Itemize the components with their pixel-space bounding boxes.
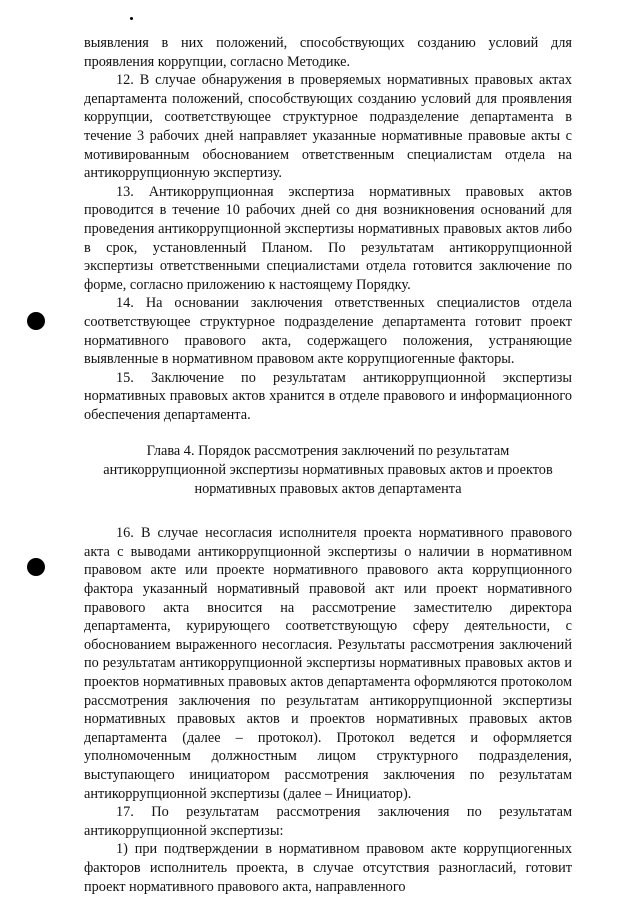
chapter-heading-line-3: нормативных правовых актов департамента [194,480,462,497]
paragraph-13: 13. Антикоррупционная экспертиза нормативных правовых актов проводится в течение 10 рабочих дней со дня возникновения оснований для проведения антикоррупционной экспертизы нормативных правовых актов либо в срок, установленный Планом. По результатам антикоррупционной экспертизы ответственными специалистами отдела готовится заключение по форме, согласно приложению к настоящему Порядку. [84,183,572,293]
paragraph-11-continuation: выявления в них положений, способствующих созданию условий для проявления коррупции, согласно Методике. [84,35,572,70]
chapter-4-heading [84,442,572,498]
paragraph-16: 16. В случае несогласия исполнителя проекта нормативного правового акта с выводами антикоррупционной экспертизы о наличии в нормативном правовом акте или проекте нормативного правового акта коррупционного фактора указанный нормативный правовой акт или проект нормативного правового акта вносится на рассмотрение заместителю директора департамента, курирующего соответствующую сферу деятельности, с обоснованием выраженного несогласия. Результаты рассмотрения заключений по результатам антикоррупционной экспертизы нормативных правовых актов и проектов нормативных правовых актов департамента оформляются протоколом рассмотрения заключения по результатам антикоррупционной экспертизы нормативных правовых актов и проектов нормативных правовых актов департамента (далее – протокол). Протокол ведется и оформляется уполномоченным должностным лицом структурного подразделения, выступающего инициатором рассмотрения заключения по результатам антикоррупционной экспертизы (далее – Инициатор). [84,525,572,802]
chapter-heading-line-2: антикоррупционной экспертизы нормативных правовых актов и проектов [103,462,553,479]
paragraph-15: 15. Заключение по результатам антикоррупционной экспертизы нормативных правовых актов хранится в отделе правового и информационного обеспечения департамента. [84,369,572,423]
punch-hole-top [27,312,45,330]
paragraph-17-item-1: 1) при подтверждении в нормативном правовом акте коррупциогенных факторов исполнитель проекта, в случае отсутствия разногласий, готовит проект нормативного правового акта, направленного [84,841,572,895]
document-body [84,34,572,896]
punch-hole-bottom [27,558,45,576]
paragraph-17: 17. По результатам рассмотрения заключения по результатам антикоррупционной экспертизы: [84,804,572,839]
paragraph-12: 12. В случае обнаружения в проверяемых нормативных правовых актах департамента положений, способствующих созданию условий для проявления коррупции, соответствующее структурное подразделение департамента в течение 3 рабочих дней направляет указанные нормативные правовые акты с мотивированным обоснованием ответственным специалистам отдела на антикоррупционную экспертизу. [84,72,572,182]
chapter-heading-line-1: Глава 4. Порядок рассмотрения заключений по результатам [146,443,510,460]
scan-speck [130,17,133,20]
paragraph-14: 14. На основании заключения ответственных специалистов отдела соответствующее структурное подразделение департамента готовит проект нормативного правового акта, содержащего положения, устраняющие выявленные в нормативном правовом акте коррупциогенные факторы. [84,295,572,368]
